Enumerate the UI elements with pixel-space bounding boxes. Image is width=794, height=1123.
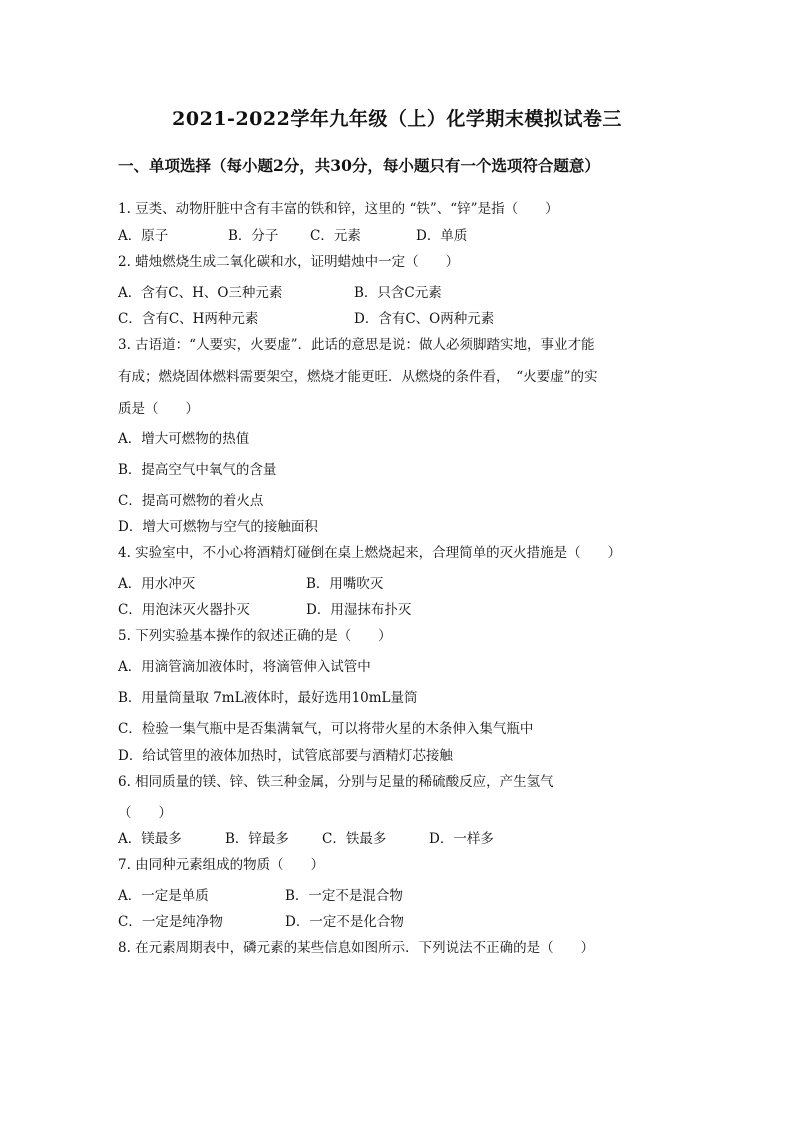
question-3-option-a: A．增大可燃物的热值 [118, 431, 250, 447]
question-7-option-b: B．一定不是混合物 [285, 888, 403, 904]
question-2-option-a: A．含有C、H、O三种元素 [118, 285, 283, 301]
question-7-option-a: A．一定是单质 [118, 888, 209, 904]
question-7-stem-line-1: 7. 由同种元素组成的物质（ ） [118, 857, 325, 873]
question-5-option-row [0, 655, 794, 673]
question-4-option-row [0, 572, 794, 590]
question-5-option-row [0, 744, 794, 762]
question-3-option-row [0, 458, 794, 476]
question-1-option-d: D．单质 [416, 228, 468, 244]
question-6-option-d: D．一样多 [429, 831, 494, 847]
question-4-option-row [0, 598, 794, 616]
question-5-option-d: D．给试管里的液体加热时，试管底部要与酒精灯芯接触 [118, 748, 453, 764]
question-1-option-b: B．分子 [228, 228, 279, 244]
question-3-option-row [0, 427, 794, 445]
question-3-stem-line-3: 质是（ ） [118, 401, 199, 417]
question-4-stem-line-1: 4. 实验室中，不小心将酒精灯碰倒在桌上燃烧起来，合理简单的灭火措施是（ ） [118, 545, 622, 561]
question-2-option-row [0, 307, 794, 325]
question-8-stem-line-1: 8. 在元素周期表中，磷元素的某些信息如图所示．下列说法不正确的是（ ） [118, 940, 595, 956]
section-heading: 一、单项选择（每小题2分，共30分，每小题只有一个选项符合题意） [118, 156, 600, 175]
question-5-option-row [0, 686, 794, 704]
question-7-option-row [0, 884, 794, 902]
question-3-option-b: B．提高空气中氧气的含量 [118, 462, 277, 478]
question-2-option-d: D．含有C、O两种元素 [354, 311, 495, 327]
question-7-option-d: D．一定不是化合物 [285, 914, 404, 930]
question-4-option-b: B．用嘴吹灭 [306, 576, 384, 592]
question-6-option-b: B．锌最多 [225, 831, 289, 847]
question-3-option-row [0, 515, 794, 533]
question-5-option-row [0, 717, 794, 735]
question-2-option-row [0, 281, 794, 299]
question-1-option-row [0, 224, 794, 242]
question-2-option-c: C．含有C、H两种元素 [118, 311, 259, 327]
question-1-stem-line-1: 1. 豆类、动物肝脏中含有丰富的铁和锌，这里的 “铁”、“锌”是指（ ） [118, 201, 559, 217]
question-5-stem-line-1: 5. 下列实验基本操作的叙述正确的是（ ） [118, 628, 392, 644]
question-5-option-b: B．用量筒量取 7mL液体时，最好选用10mL量筒 [118, 690, 418, 706]
question-5-option-c: C．检验一集气瓶中是否集满氧气，可以将带火星的木条伸入集气瓶中 [118, 721, 534, 737]
question-3-option-row [0, 489, 794, 507]
exam-title: 2021-2022学年九年级（上）化学期末模拟试卷三 [172, 108, 622, 130]
question-5-option-a: A．用滴管滴加液体时，将滴管伸入试管中 [118, 659, 371, 675]
question-3-option-d: D．增大可燃物与空气的接触面积 [118, 519, 318, 535]
question-4-option-c: C．用泡沫灭火器扑灭 [118, 602, 250, 618]
question-6-stem-line-2: （ ） [118, 805, 172, 821]
question-4-option-a: A．用水冲灭 [118, 576, 196, 592]
question-6-option-a: A．镁最多 [118, 831, 182, 847]
question-6-stem-line-1: 6. 相同质量的镁、锌、铁三种金属，分别与足量的稀硫酸反应，产生氢气 [118, 774, 554, 790]
question-2-stem-line-1: 2. 蜡烛燃烧生成二氧化碳和水，证明蜡烛中一定（ ） [118, 254, 460, 270]
question-7-option-row [0, 910, 794, 928]
question-6-option-c: C．铁最多 [322, 831, 387, 847]
question-1-option-a: A．原子 [118, 228, 169, 244]
question-4-option-d: D．用湿抹布扑灭 [306, 602, 412, 618]
question-7-option-c: C．一定是纯净物 [118, 914, 223, 930]
question-3-option-c: C．提高可燃物的着火点 [118, 493, 264, 509]
question-6-option-row [0, 827, 794, 845]
question-2-option-b: B．只含C元素 [354, 285, 442, 301]
question-3-stem-line-1: 3. 古语道：“人要实，火要虚”．此话的意思是说：做人必须脚踏实地，事业才能 [118, 337, 595, 353]
question-1-option-c: C．元素 [310, 228, 361, 244]
question-3-stem-line-2: 有成；燃烧固体燃料需要架空，燃烧才能更旺．从燃烧的条件看， “火要虚”的实 [118, 369, 598, 385]
